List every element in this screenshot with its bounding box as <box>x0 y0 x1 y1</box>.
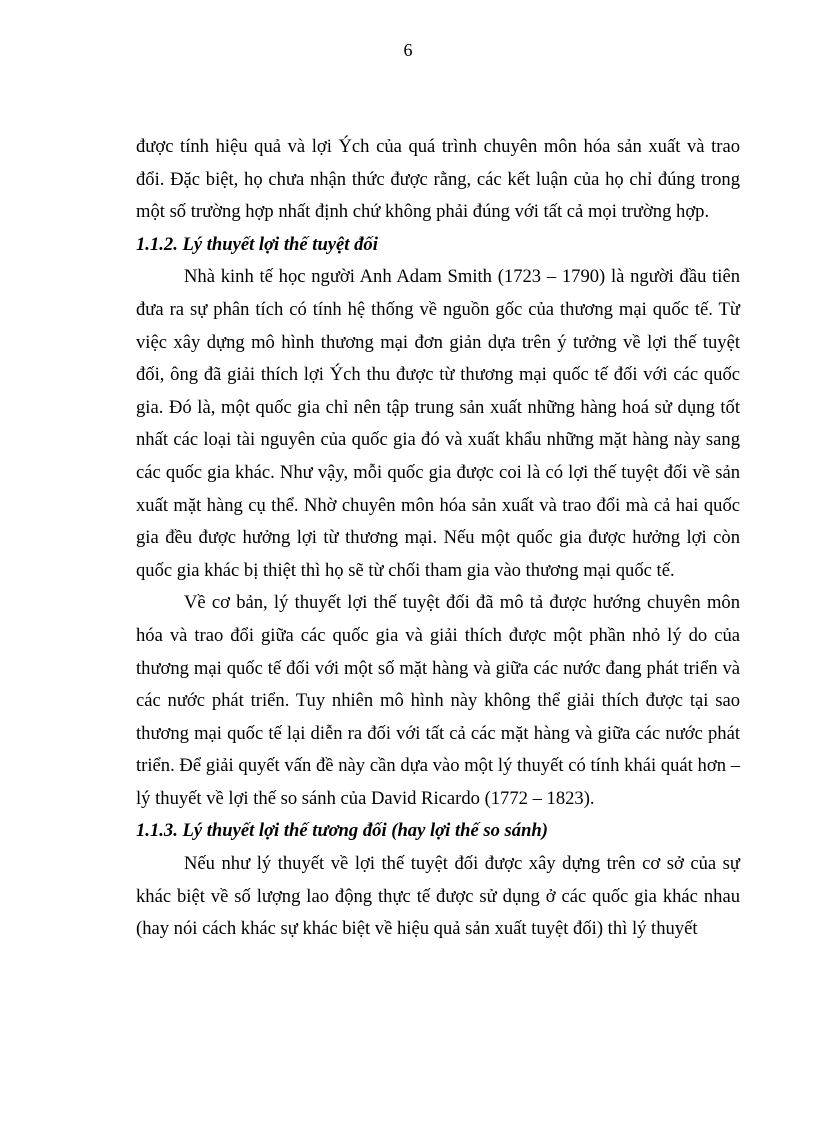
section-heading-absolute-advantage: 1.1.2. Lý thuyết lợi thế tuyệt đối <box>136 233 378 255</box>
section-heading-comparative-advantage: 1.1.3. Lý thuyết lợi thế tương đối (hay lợi thế so sánh) <box>136 820 548 842</box>
paragraph-adam-smith: Nhà kinh tế học người Anh Adam Smith (1723 – 1790) là người đầu tiên đưa ra sự phân tích có tính hệ thống về nguồn gốc của thương mại quốc tế. Từ việc xây dựng mô hình thương mại đơn giản dựa trên ý tưởng về lợi thế tuyệt đối, ông đã giải thích lợi Ých thu được từ thương mại quốc tế đối với các quốc gia. Đó là, một quốc gia chỉ nên tập trung sản xuất những hàng hoá sử dụng tốt nhất các loại tài nguyên của quốc gia đó và xuất khẩu những mặt hàng này sang các quốc gia khác. Như vậy, mỗi quốc gia được coi là có lợi thế tuyệt đối về sản xuất mặt hàng cụ thể. Nhờ chuyên môn hóa sản xuất và trao đổi mà cả hai quốc gia đều được hưởng lợi từ thương mại. Nếu một quốc gia được hưởng lợi còn quốc gia khác bị thiệt thì họ sẽ từ chối tham gia vào thương mại quốc tế. <box>136 266 740 581</box>
page-number: 6 <box>403 40 413 60</box>
paragraph-comparative-advantage-intro: Nếu như lý thuyết về lợi thế tuyệt đối được xây dựng trên cơ sở của sự khác biệt về số lượng lao động thực tế được sử dụng ở các quốc gia khác nhau (hay nói cách khác sự khác biệt về hiệu quả sản xuất tuyệt đối) thì lý thuyết <box>136 853 740 940</box>
paragraph-continuation: được tính hiệu quả và lợi Ých của quá trình chuyên môn hóa sản xuất và trao đổi. Đặc biệt, họ chưa nhận thức được rằng, các kết luận của họ chỉ đúng trong một số trường hợp nhất định chứ không phải đúng với tất cả mọi trường hợp. <box>136 136 740 223</box>
paragraph-absolute-advantage-evaluation: Về cơ bản, lý thuyết lợi thế tuyệt đối đã mô tả được hướng chuyên môn hóa và trao đổi giữa các quốc gia và giải thích được một phần nhỏ lý do của thương mại quốc tế đối với một số mặt hàng và giữa các nước đang phát triển và các nước phát triển. Tuy nhiên mô hình này không thể giải thích được tại sao thương mại quốc tế lại diễn ra đối với tất cả các mặt hàng và giữa các nước phát triển. Để giải quyết vấn đề này cần dựa vào một lý thuyết có tính khái quát hơn – lý thuyết về lợi thế so sánh của David Ricardo (1772 – 1823). <box>136 592 740 809</box>
document-body <box>136 131 740 946</box>
